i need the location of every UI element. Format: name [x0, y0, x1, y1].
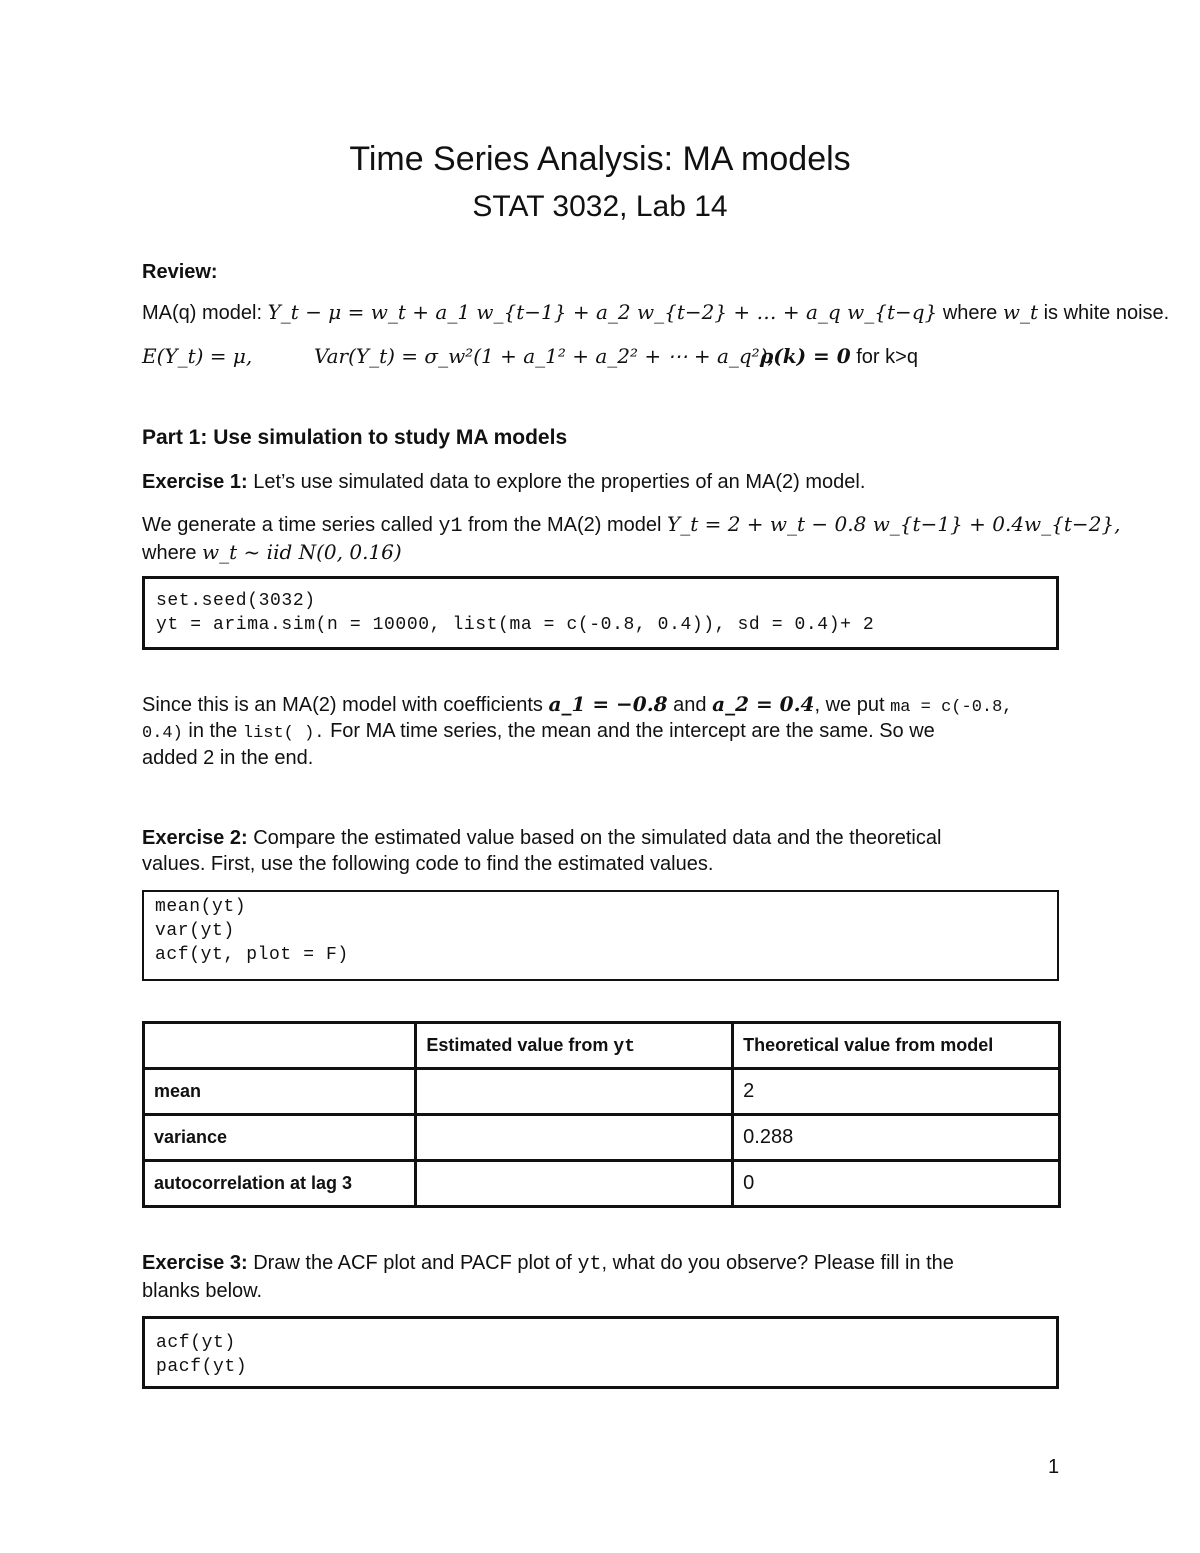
- exercise3-label: Exercise 3:: [142, 1252, 248, 1274]
- code-list: list( ).: [242, 724, 325, 743]
- rho-line: [760, 342, 918, 371]
- where-formula: w_t ~ iid N(0, 0.16): [202, 540, 402, 564]
- exercise3-line2: blanks below.: [142, 1280, 263, 1302]
- rho-condition: for k>q: [856, 346, 918, 368]
- table-header-row: [144, 1023, 1060, 1069]
- table-row: [144, 1115, 1060, 1161]
- exercise1-intro: [142, 468, 865, 496]
- ma-model-line: [142, 298, 1169, 327]
- exercise2-line2: values. First, use the following code to find the estimated values.: [142, 853, 714, 875]
- page-number: 1: [1048, 1456, 1060, 1478]
- theoretical-cell: 0.288: [733, 1115, 1060, 1161]
- header-est-code: yt: [613, 1036, 636, 1057]
- header-est-text: Estimated value from: [426, 1034, 609, 1055]
- code-line: pacf(yt): [156, 1357, 248, 1377]
- review-heading: Review:: [142, 261, 218, 283]
- where-label: where: [942, 302, 998, 324]
- row-label: autocorrelation at lag 3: [144, 1161, 416, 1207]
- exercise1-where-line: [142, 538, 402, 567]
- exercise2-label: Exercise 2:: [142, 827, 248, 849]
- table-header-cell: [144, 1023, 416, 1069]
- gen-var: y1: [438, 515, 463, 538]
- code-line: mean(yt): [155, 897, 247, 917]
- exercise3-code-block: [142, 1316, 1059, 1389]
- code-line: var(yt): [155, 921, 235, 941]
- ma-model-formula: Y_t − μ = w_t + a_1 w_{t−1} + a_2 w_{t−2} + … + a_q w_{t−q}: [267, 300, 938, 324]
- estimated-cell[interactable]: [416, 1161, 733, 1207]
- table-row: [144, 1069, 1060, 1115]
- coef1: a_1 = −0.8: [548, 692, 668, 716]
- coef2: a_2 = 0.4: [712, 692, 815, 716]
- explain-and: and: [673, 694, 707, 716]
- explain-c: in the: [188, 720, 238, 742]
- explain-b: , we put: [814, 694, 885, 716]
- exercise3-text-a: Draw the ACF plot and PACF plot of: [253, 1252, 572, 1274]
- where-text: where: [142, 542, 197, 564]
- code-ma-1: ma = c(-0.8,: [890, 698, 1013, 717]
- code-line: yt = arima.sim(n = 10000, list(ma = c(-0.8, 0.4)), sd = 0.4)+ 2: [156, 615, 875, 635]
- code-line: acf(yt, plot = F): [155, 945, 349, 965]
- code-line: set.seed(3032): [156, 591, 316, 611]
- exercise1-label: Exercise 1:: [142, 471, 248, 493]
- exercise1-code-block: [142, 576, 1059, 650]
- exercise1-text: Let’s use simulated data to explore the properties of an MA(2) model.: [253, 471, 866, 493]
- exercise3-line1: [142, 1249, 954, 1279]
- row-label: variance: [144, 1115, 416, 1161]
- wt-symbol: w_t: [1002, 300, 1039, 324]
- part1-heading: Part 1: Use simulation to study MA models: [142, 426, 568, 449]
- row-label: mean: [144, 1069, 416, 1115]
- exercise2-text: Compare the estimated value based on the simulated data and the theoretical: [253, 827, 942, 849]
- exercise1-generate-line: [142, 510, 1121, 541]
- theoretical-cell: 2: [733, 1069, 1060, 1115]
- document-title: Time Series Analysis: MA models: [349, 140, 851, 178]
- ma-model-label: MA(q) model:: [142, 302, 263, 324]
- document-subtitle: STAT 3032, Lab 14: [472, 190, 728, 223]
- expectation-formula: E(Y_t) = μ,: [142, 344, 253, 368]
- exercise1-explain-line3: added 2 in the end.: [142, 747, 314, 769]
- code-ma-2: 0.4): [142, 724, 183, 743]
- estimated-cell[interactable]: [416, 1069, 733, 1115]
- table-header-cell: Theoretical value from model: [733, 1023, 1060, 1069]
- gen-formula: Y_t = 2 + w_t − 0.8 w_{t−1} + 0.4w_{t−2},: [666, 512, 1121, 536]
- exercise2-code-block: [142, 890, 1059, 981]
- exercise2-line1: [142, 824, 941, 852]
- gen-text-b: from the MA(2) model: [468, 514, 662, 536]
- gen-text-a: We generate a time series called: [142, 514, 433, 536]
- table-header-cell: [416, 1023, 733, 1069]
- estimated-cell[interactable]: [416, 1115, 733, 1161]
- table-row: [144, 1161, 1060, 1207]
- rho-formula: ρ(k) = 0: [760, 344, 851, 368]
- explain-a: Since this is an MA(2) model with coefficients: [142, 694, 543, 716]
- white-noise-text: is white noise.: [1043, 302, 1170, 324]
- exercise3-code-var: yt: [577, 1253, 602, 1276]
- variance-formula: Var(Y_t) = σ_w²(1 + a_1² + a_2² + ⋯ + a_q²),: [314, 344, 774, 368]
- exercise3-text-b: , what do you observe? Please fill in the: [601, 1252, 954, 1274]
- comparison-table: [142, 1021, 1061, 1208]
- theoretical-cell: 0: [733, 1161, 1060, 1207]
- explain-d: For MA time series, the mean and the intercept are the same. So we: [330, 720, 935, 742]
- code-line: acf(yt): [156, 1333, 236, 1353]
